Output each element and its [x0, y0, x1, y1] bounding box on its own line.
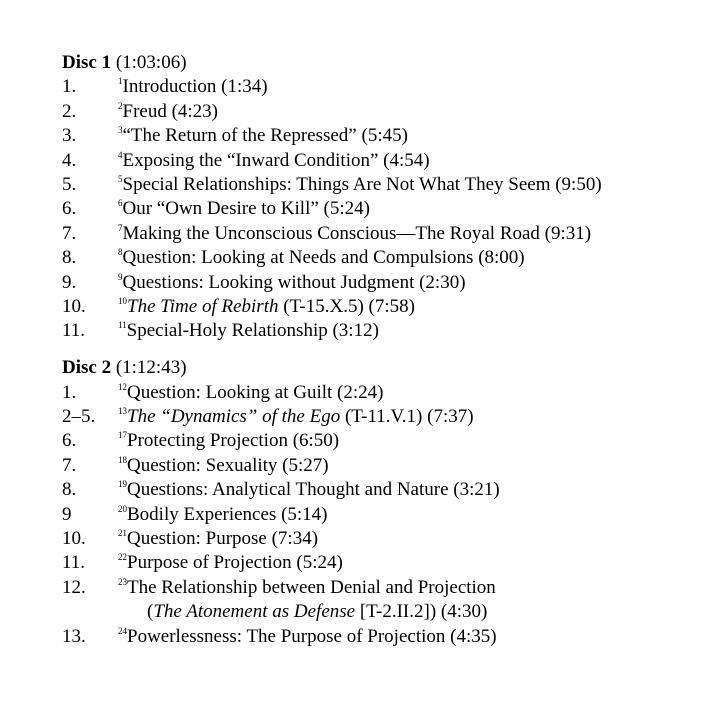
continuation-text: (: [147, 601, 154, 623]
track-reference: 12: [118, 381, 127, 392]
track-reference: 17: [118, 430, 127, 441]
disc-duration: (1:03:06): [115, 52, 187, 73]
track-title-text: Freud (4:23): [122, 100, 219, 122]
track-row: [62, 222, 712, 246]
track-reference: 20: [118, 503, 127, 514]
track-reference: 7: [118, 222, 123, 233]
track-title-suffix: (T-15.X.5) (7:58): [278, 295, 415, 317]
track-title-italic: The Time of Rebirth: [127, 295, 279, 317]
track-title: [118, 295, 415, 319]
track-row: [62, 478, 712, 502]
track-number: 9.: [62, 271, 77, 293]
track-reference: 13: [118, 405, 127, 416]
track-reference: 5: [118, 173, 123, 184]
track-reference: 4: [118, 149, 123, 160]
track-row: [62, 454, 712, 478]
track-number: 8.: [62, 479, 77, 501]
track-title: [118, 100, 218, 124]
disc-heading: [62, 356, 712, 380]
track-title-text: Purpose of Projection (5:24): [127, 552, 343, 574]
disc-section: [62, 356, 712, 649]
track-row: [62, 149, 712, 173]
track-title-text: Powerlessness: The Purpose of Projection (4:35): [127, 625, 497, 647]
track-number: 7.: [62, 222, 77, 244]
track-number: 6.: [62, 198, 77, 220]
track-reference: 23: [118, 576, 127, 587]
track-title: [118, 197, 370, 221]
track-reference: 3: [118, 125, 123, 136]
track-title: [118, 173, 602, 197]
disc-section: [62, 51, 712, 344]
track-number: 8.: [62, 247, 77, 269]
track-title-text: Questions: Looking without Judgment (2:30): [122, 271, 466, 293]
track-title-text: Questions: Analytical Thought and Nature (3:21): [127, 479, 500, 501]
track-reference: 22: [118, 552, 127, 563]
track-number: 7.: [62, 454, 77, 476]
track-row: [62, 271, 712, 295]
track-title: [118, 319, 379, 343]
track-title: [118, 454, 329, 478]
track-title-text: Protecting Projection (6:50): [127, 430, 340, 452]
track-number: 10.: [62, 295, 86, 317]
track-reference: 9: [118, 271, 123, 282]
track-reference: 1: [118, 76, 123, 87]
track-row: [62, 429, 712, 453]
track-title: [118, 246, 525, 270]
track-reference: 18: [118, 454, 127, 465]
disc-label: Disc 1: [62, 52, 112, 73]
track-row: [62, 625, 712, 649]
track-row: [62, 527, 712, 551]
track-title: [118, 527, 318, 551]
continuation-suffix: [T-2.II.2]) (4:30): [355, 601, 488, 623]
track-row: [62, 381, 712, 405]
track-title-text: Question: Looking at Guilt (2:24): [127, 381, 384, 403]
track-title-text: Question: Looking at Needs and Compulsions (8:00): [122, 247, 525, 269]
track-row: [62, 295, 712, 319]
track-reference: 8: [118, 247, 123, 258]
track-number: 1.: [62, 76, 77, 98]
track-reference: 10: [118, 295, 127, 306]
track-title-text: Question: Sexuality (5:27): [127, 454, 329, 476]
track-number: 11.: [62, 320, 86, 342]
track-number: 4.: [62, 149, 77, 171]
track-title-text: The Relationship between Denial and Projection: [127, 576, 496, 598]
track-number: 13.: [62, 625, 86, 647]
track-number: 5.: [62, 173, 77, 195]
track-title-text: Special Relationships: Things Are Not What They Seem (9:50): [122, 173, 602, 195]
track-row: [62, 319, 712, 343]
track-reference: 24: [118, 625, 127, 636]
track-number: 2.: [62, 100, 77, 122]
track-title-text: Our “Own Desire to Kill” (5:24): [122, 198, 370, 220]
track-row: [62, 124, 712, 148]
track-title: [118, 429, 339, 453]
track-row: [62, 173, 712, 197]
track-title: [118, 271, 466, 295]
track-reference: 11: [118, 320, 127, 331]
disc-spacer: [62, 344, 712, 357]
track-number: 10.: [62, 527, 86, 549]
track-title: [118, 503, 328, 527]
track-title-suffix: (T-11.V.1) (7:37): [340, 405, 474, 427]
track-title: [118, 478, 500, 502]
track-title-text: Bodily Experiences (5:14): [127, 503, 328, 525]
track-title: [118, 124, 408, 148]
track-title-text: Exposing the “Inward Condition” (4:54): [122, 149, 430, 171]
track-row: [62, 100, 712, 124]
track-title-text: Question: Purpose (7:34): [127, 527, 319, 549]
track-title-text: Introduction (1:34): [122, 76, 268, 98]
track-title: [118, 551, 343, 575]
track-title-text: Making the Unconscious Conscious—The Royal Road (9:31): [122, 222, 592, 244]
track-title-text: “The Return of the Repressed” (5:45): [122, 125, 408, 147]
track-reference: 21: [118, 527, 127, 538]
disc-label: Disc 2: [62, 357, 112, 379]
track-row: [62, 405, 712, 429]
track-title: [118, 576, 496, 600]
track-row: [62, 197, 712, 221]
track-number: 6.: [62, 430, 77, 452]
track-title: [118, 625, 497, 649]
track-title: [118, 222, 591, 246]
track-row: [62, 576, 712, 625]
disc-duration: (1:12:43): [115, 357, 187, 379]
track-number: 9: [62, 503, 72, 525]
track-title: [118, 381, 383, 405]
track-title: [118, 75, 268, 99]
track-title: [118, 149, 430, 173]
track-number: 2–5.: [62, 405, 96, 427]
track-title-text: Special-Holy Relationship (3:12): [126, 320, 379, 342]
track-row: [62, 75, 712, 99]
track-number: 3.: [62, 125, 77, 147]
track-title-continuation: [147, 600, 487, 624]
track-title-italic: The “Dynamics” of the Ego: [127, 405, 341, 427]
disc-heading: [62, 51, 712, 75]
track-reference: 19: [118, 479, 127, 490]
track-reference: 6: [118, 198, 123, 209]
track-reference: 2: [118, 100, 123, 111]
track-number: 1.: [62, 381, 77, 403]
track-listing: [62, 51, 712, 649]
track-row: [62, 551, 712, 575]
continuation-italic: The Atonement as Defense: [153, 601, 356, 623]
track-number: 11.: [62, 552, 86, 574]
track-title: [118, 405, 474, 429]
track-number: 12.: [62, 576, 86, 598]
track-row: [62, 503, 712, 527]
track-row: [62, 246, 712, 270]
